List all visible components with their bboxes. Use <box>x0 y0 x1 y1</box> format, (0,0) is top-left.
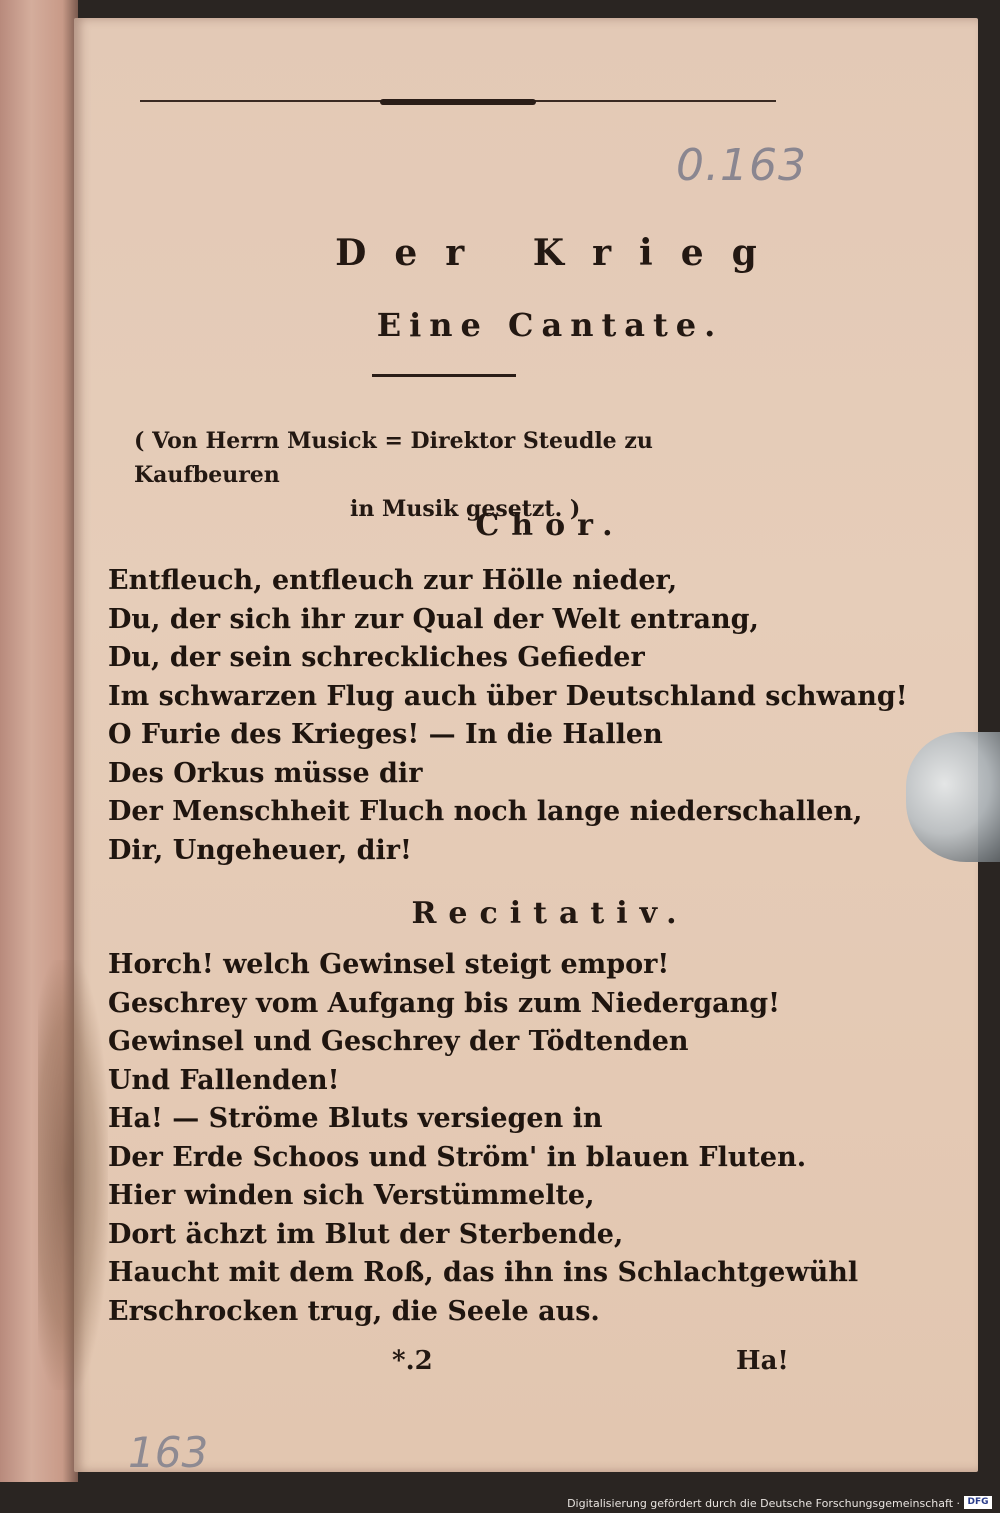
page-subtitle: Eine Cantate. <box>376 306 724 344</box>
verse-line: Hier winden sich Verstümmelte, <box>108 1180 595 1211</box>
ornamental-rule <box>140 99 776 105</box>
verse-line: Geschrey vom Aufgang bis zum Niedergang! <box>108 987 780 1019</box>
attribution-text: Digitalisierung gefördert durch die Deutsche Forschungsgemeinschaft · <box>567 1497 960 1510</box>
verse-line: Entfleuch, entfleuch zur Hölle nieder, <box>108 565 678 596</box>
verse-block-recitativ <box>108 946 859 1331</box>
verse-line: Dort ächzt im Blut der Sterbende, <box>108 1218 624 1250</box>
verse-line: Des Orkus müsse dir <box>108 757 423 789</box>
catchword: Ha! <box>736 1346 789 1376</box>
dfg-logo-icon: DFG <box>964 1496 992 1509</box>
divider-rule <box>372 374 516 377</box>
verse-line: O Furie des Krieges! — In die Hallen <box>108 719 663 750</box>
verse-line: Du, der sein schreckliches Gefieder <box>108 642 645 673</box>
shelfmark-annotation: 0.163 <box>676 140 807 191</box>
verse-line: Der Menschheit Fluch noch lange niederschallen, <box>108 796 863 827</box>
pencil-page-number: 163 <box>128 1428 209 1477</box>
section-heading-recitativ: Recitativ. <box>411 896 689 931</box>
verse-line: Erschrocken trug, die Seele aus. <box>108 1295 600 1327</box>
verse-line: Gewinsel und Geschrey der Tödtenden <box>108 1026 689 1057</box>
verse-line: Dir, Ungeheuer, dir! <box>108 834 412 866</box>
credit-line-1: ( Von Herrn Musick = Direktor Steudle zu Kaufbeuren <box>134 428 653 488</box>
verse-line: Der Erde Schoos und Ström' in blauen Fluten. <box>108 1141 807 1173</box>
section-heading-chor: Chor. <box>475 508 625 543</box>
verse-line: Haucht mit dem Roß, das ihn ins Schlachtgewühl <box>108 1257 859 1288</box>
verse-block-chor <box>108 562 908 870</box>
verse-line: Und Fallenden! <box>108 1064 340 1096</box>
verse-line: Im schwarzen Flug auch über Deutschland schwang! <box>108 680 908 712</box>
verse-line: Horch! welch Gewinsel steigt empor! <box>108 949 670 980</box>
verse-line: Ha! — Ströme Bluts versiegen in <box>108 1103 603 1134</box>
signature-mark: *.2 <box>392 1346 433 1376</box>
verse-line: Du, der sich ihr zur Qual der Welt entrang, <box>108 603 759 635</box>
page-stain <box>38 960 108 1390</box>
page-title: Der Krieg <box>335 232 785 274</box>
credit-line-2: in Musik gesetzt. ) <box>350 496 581 522</box>
